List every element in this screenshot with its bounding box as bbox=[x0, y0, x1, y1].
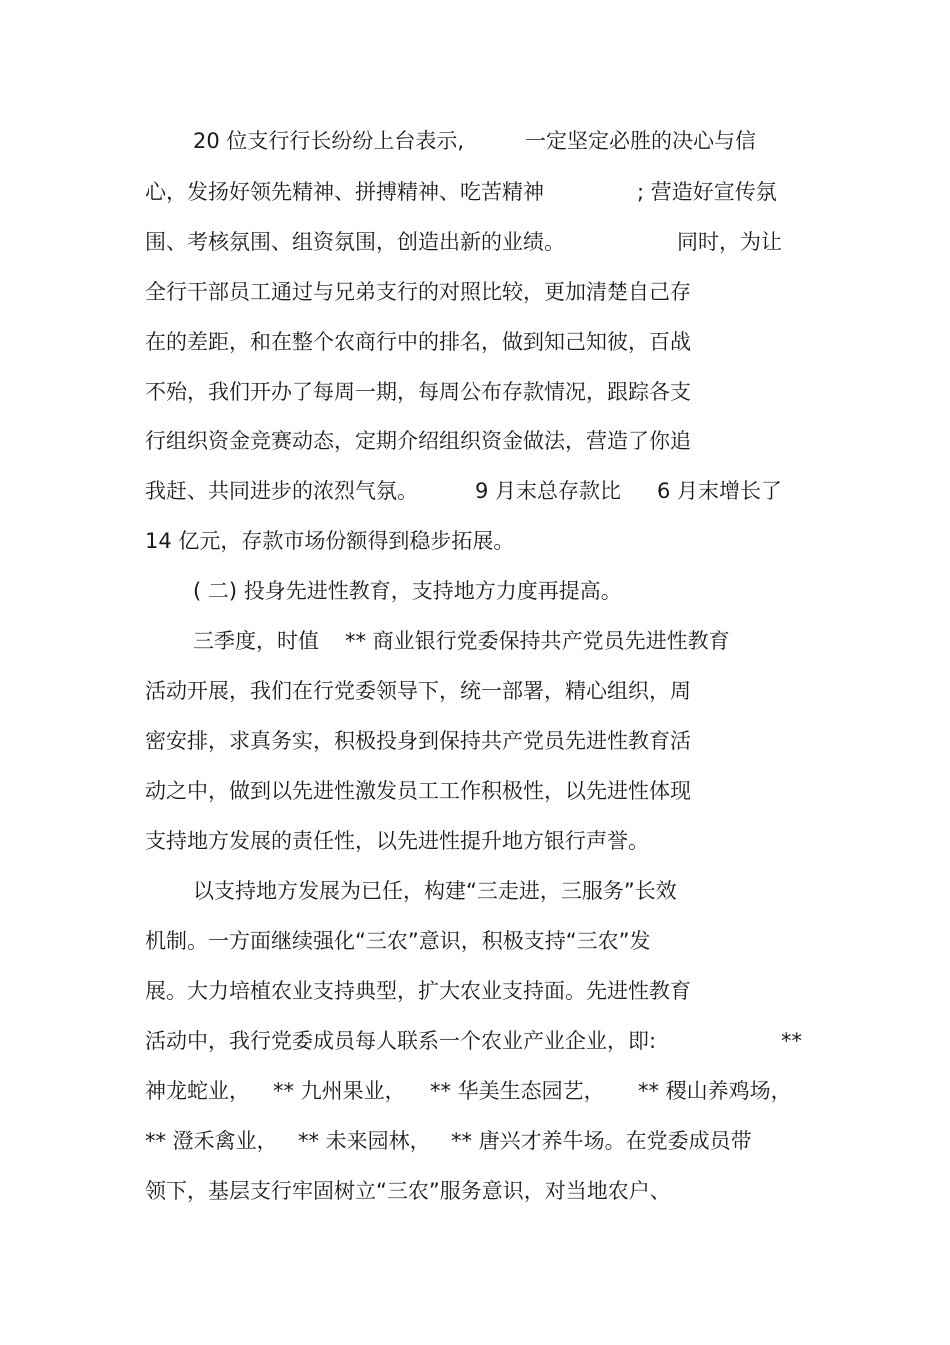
text-line bbox=[145, 974, 691, 1008]
text-segment: 6 月末增长了 bbox=[657, 479, 783, 503]
text-segment: ** 未来园林， bbox=[298, 1129, 431, 1153]
text-line bbox=[145, 774, 691, 808]
text-segment: 支持地方发展的责任性，以先进性提升地方银行声誉。 bbox=[145, 829, 649, 853]
text-segment: 20 位支行行长纷纷上台表示, bbox=[193, 129, 465, 153]
text-segment: 一定坚定必胜的决心与信 bbox=[525, 129, 756, 153]
text-line bbox=[145, 724, 691, 758]
text-line bbox=[145, 524, 515, 558]
text-line bbox=[145, 474, 783, 508]
text-segment: 心，发扬好领先精神、拼搏精神、吃苦精神 bbox=[145, 180, 544, 204]
text-segment: 动之中，做到以先进性激发员工工作积极性，以先进性体现 bbox=[145, 779, 691, 803]
text-segment: ; 营造好宣传氛 bbox=[637, 180, 777, 204]
text-segment: 展。大力培植农业支持典型，扩大农业支持面。先进性教育 bbox=[145, 979, 691, 1003]
text-line bbox=[145, 1074, 792, 1108]
text-segment: 在的差距，和在整个农商行中的排名，做到知己知彼，百战 bbox=[145, 330, 691, 354]
text-segment: ** 华美生态园艺， bbox=[430, 1079, 605, 1103]
text-segment: 机制。一方面继续强化“三农”意识，积极支持“三农”发 bbox=[145, 929, 651, 953]
text-line bbox=[145, 325, 691, 359]
text-line bbox=[145, 424, 691, 458]
text-segment: 围、考核氛围、组资氛围，创造出新的业绩。 bbox=[145, 230, 565, 254]
text-segment: ** 商业银行党委保持共产党员先进性教育 bbox=[345, 629, 730, 653]
text-segment: 我赶、共同进步的浓烈气氛。 bbox=[145, 479, 418, 503]
text-line bbox=[145, 1174, 671, 1208]
text-line bbox=[145, 1024, 802, 1058]
text-line bbox=[145, 1124, 752, 1158]
text-segment: 不殆，我们开办了每周一期，每周公布存款情况，跟踪各支 bbox=[145, 380, 691, 404]
text-segment: ** 稷山养鸡场， bbox=[638, 1079, 792, 1103]
text-segment: 活动中，我行党委成员每人联系一个农业产业企业，即: bbox=[145, 1029, 657, 1053]
section-heading bbox=[145, 574, 622, 608]
text-segment: ** 澄禾禽业， bbox=[145, 1129, 278, 1153]
text-line bbox=[145, 674, 691, 708]
text-segment: 活动开展，我们在行党委领导下，统一部署，精心组织，周 bbox=[145, 679, 691, 703]
text-segment: ** bbox=[781, 1029, 802, 1053]
text-segment: 三季度，时值 bbox=[193, 629, 319, 653]
text-line bbox=[145, 175, 777, 209]
text-line bbox=[145, 124, 756, 158]
text-segment: 领下，基层支行牢固树立“三农”服务意识，对当地农户、 bbox=[145, 1179, 671, 1203]
text-segment: 行组织资金竞赛动态，定期介绍组织资金做法，营造了你追 bbox=[145, 429, 691, 453]
text-segment: 以支持地方发展为已任，构建“三走进，三服务”长效 bbox=[193, 879, 677, 903]
text-segment: ** 九州果业， bbox=[273, 1079, 406, 1103]
text-segment: 全行干部员工通过与兄弟支行的对照比较，更加清楚自己存 bbox=[145, 280, 691, 304]
text-segment: 14 亿元，存款市场份额得到稳步拓展。 bbox=[145, 529, 515, 553]
text-line bbox=[145, 874, 677, 908]
text-line bbox=[145, 375, 691, 409]
text-segment: 神龙蛇业， bbox=[145, 1079, 250, 1103]
text-segment: ** 唐兴才养牛场。在党委成员带 bbox=[451, 1129, 752, 1153]
text-line bbox=[145, 924, 651, 958]
text-segment: 密安排，求真务实，积极投身到保持共产党员先进性教育活 bbox=[145, 729, 691, 753]
text-line bbox=[145, 824, 649, 858]
text-segment: ( 二) 投身先进性教育，支持地方力度再提高。 bbox=[193, 579, 622, 603]
text-segment: 9 月末总存款比 bbox=[475, 479, 622, 503]
text-line bbox=[145, 624, 730, 658]
text-line bbox=[145, 275, 691, 309]
text-line bbox=[145, 225, 782, 259]
text-segment: 同时，为让 bbox=[677, 230, 782, 254]
